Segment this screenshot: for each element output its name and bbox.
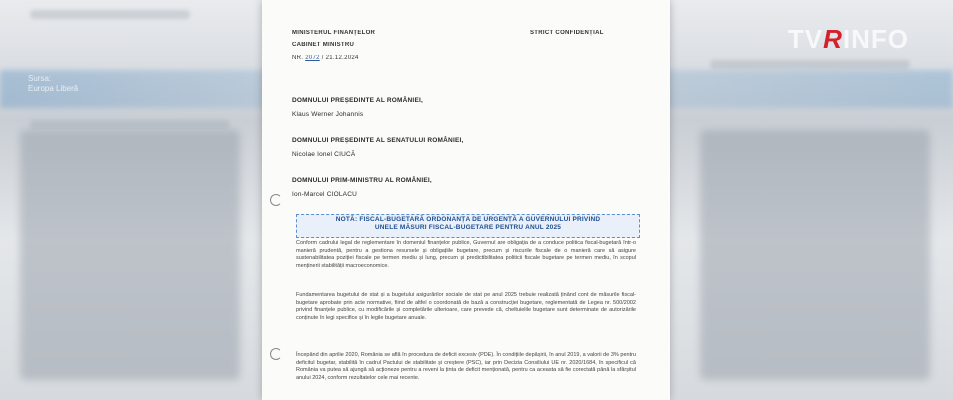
reg-prefix: NR. [292,55,304,61]
logo-suffix: INFO [842,24,909,54]
reg-date: / 21.12.2024 [321,55,359,61]
binder-hole-icon [270,194,282,206]
ministry-header: MINISTERUL FINANȚELOR [292,30,376,36]
background-line [30,120,230,129]
addressee-2-name: Nicolae Ionel CIUCĂ [292,151,356,158]
title-line-2: UNELE MĂSURI FISCAL-BUGETARE PENTRU ANUL 2025 [374,224,562,231]
binder-hole-icon [270,348,282,360]
addressee-1-name: Klaus Werner Johannis [292,111,364,118]
credit-source: Europa Liberă [28,84,79,93]
background-blur-right [700,130,930,380]
credit-label: Sursa: [28,74,52,83]
addressee-1-title: DOMNULUI PREȘEDINTE AL ROMÂNIEI, [292,97,423,104]
document-page [262,0,670,400]
classification-label: STRICT CONFIDENȚIAL [530,30,604,36]
photo-credit [28,74,78,94]
addressee-3-title: DOMNULUI PRIM-MINISTRU AL ROMÂNIEI, [292,177,432,184]
reg-number: 2072 [305,55,320,61]
background-line [710,60,910,69]
paragraph-3: Începând din aprilie 2020, România se află în procedura de deficit excesiv (PDE). În condițiile depășirii, în anul 2019, a valorii de 3% pentru deficitul bugetar, stabilită în cadrul Pactului de stabilitate și creștere (PSC), iar prin Decizia Consiliului UE nr. 2020/1684, în specificul că România va putea să ajungă să acționeze pentru a reveni la ținta de deficit menționată, pentru ca aceasta să fie corectată până la sfârșitul anului 2024, conform rezultatelor cele mai recente. [296,352,636,381]
logo-prefix: TV [787,24,824,54]
background-blur-left [20,130,240,380]
background-line [30,10,190,19]
cabinet-header: CABINET MINISTRU [292,42,355,48]
addressee-3-name: Ion-Marcel CIOLACU [292,191,358,198]
registration-line [292,55,359,61]
title-line-1: NOTĂ: FISCAL-BUGETARĂ ORDONANȚA DE URGENȚĂ A GUVERNULUI PRIVIND [335,216,601,223]
paragraph-2: Fundamentarea bugetului de stat și a bugetului asigurărilor sociale de stat pe anul 2025 trebuie realizată ținând cont de măsurile fiscal-bugetare aprobate prin acte normative, fiind de altfel o coordonată de bază a construcției bugetare, reglementată de Legea nr. 500/2002 privind finanțele publice, cu modificările și completările ulterioare, care prevede că, cheltuielile bugetare sunt determinate de autorizările conținute în legi specifice și în legile bugetare anuale. [296,292,636,321]
paragraph-1: Conform cadrului legal de reglementare în domeniul finanțelor publice, Guvernul are obligația de a conduce politica fiscal-bugetară într-o manieră prudentă, pentru a gestiona resursele și obligațiile bugetare, precum și riscurile fiscale de o manieră care să asigure sustenabilitatea poziției fiscale pe termen mediu și lung, precum și predictibilitatea politicii fiscale bugetare pe termen mediu, în scopul menținerii stabilității macroeconomice. [296,240,636,269]
tvr-info-logo [788,24,909,55]
addressee-2-title: DOMNULUI PREȘEDINTE AL SENATULUI ROMÂNIEI, [292,137,464,144]
document-title [298,216,638,232]
logo-r: R [823,24,843,54]
